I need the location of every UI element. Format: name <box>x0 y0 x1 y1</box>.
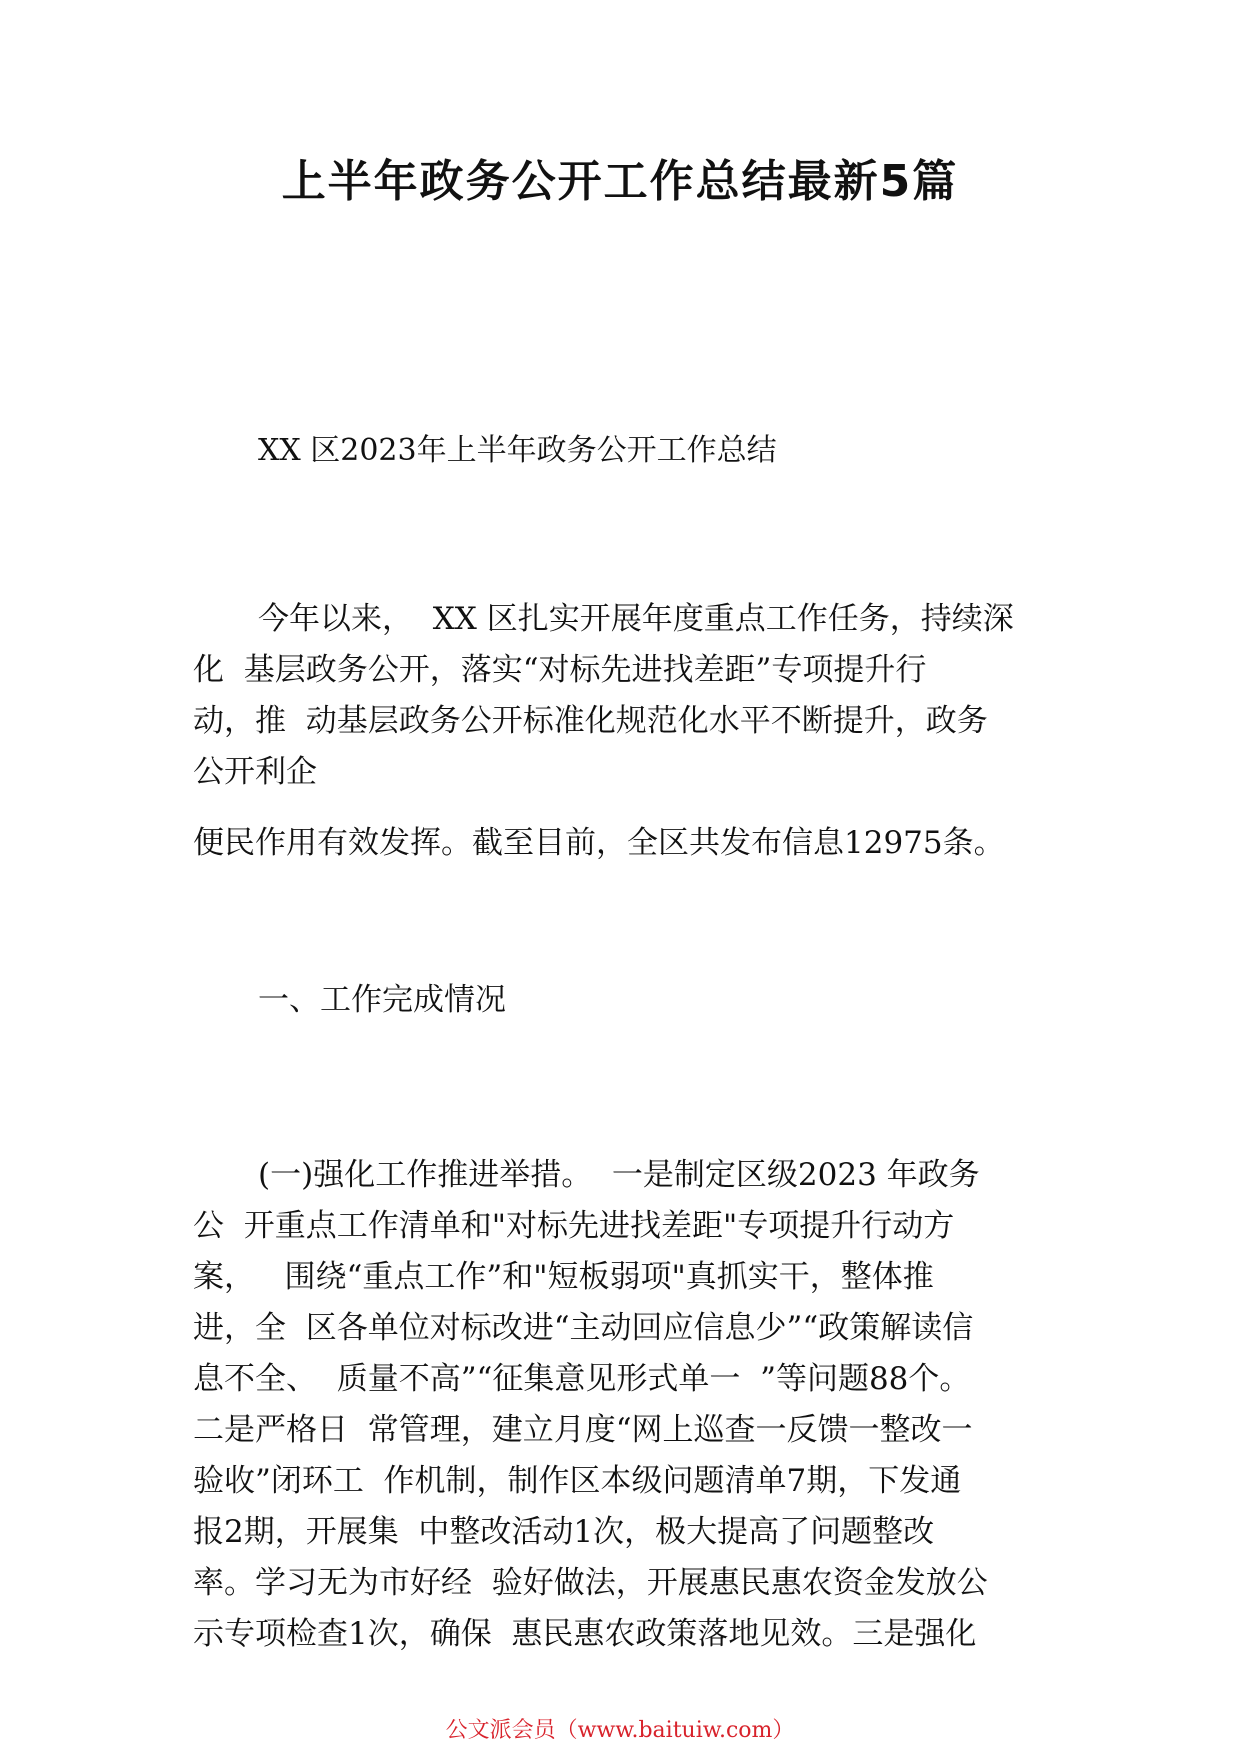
body-line-1: (一)强化工作推进举措。 一是制定区级2023 年政务 <box>258 1157 980 1193</box>
intro-line-1: 今年以来， XX 区扎实开展年度重点工作任务，持续深 <box>258 601 1014 637</box>
body-line-3: 案， 围绕“重点工作”和"短板弱项"真抓实干，整体推 <box>193 1259 934 1295</box>
intro-line-4: 公开利企 <box>193 754 317 790</box>
footer-watermark-link[interactable]: 公文派会员（www.baituiw.com） <box>445 1718 795 1743</box>
body-line-8: 报2期，开展集 中整改活动1次，极大提高了问题整改 <box>193 1514 935 1550</box>
intro-line-2: 化 基层政务公开，落实“对标先进找差距”专项提升行 <box>193 652 927 688</box>
intro-conclusion: 便民作用有效发挥。截至目前，全区共发布信息12975条。 <box>193 825 1005 861</box>
body-line-2: 公 开重点工作清单和"对标先进找差距"专项提升行动方 <box>193 1208 955 1244</box>
intro-line-3: 动，推 动基层政务公开标准化规范化水平不断提升，政务 <box>193 703 988 739</box>
body-line-7: 验收”闭环工 作机制，制作区本级问题清单7期，下发通 <box>193 1463 962 1499</box>
body-line-6: 二是严格日 常管理，建立月度“网上巡查一反馈一整改一 <box>193 1412 973 1448</box>
section-heading: 一、工作完成情况 <box>258 982 506 1018</box>
body-line-10: 示专项检查1次，确保 惠民惠农政策落地见效。三是强化 <box>193 1616 977 1652</box>
body-line-5: 息不全、 质量不高”“征集意见形式单一 ”等问题88个。 <box>193 1361 971 1397</box>
document-subtitle: XX 区2023年上半年政务公开工作总结 <box>258 433 777 468</box>
document-title: 上半年政务公开工作总结最新5篇 <box>281 156 959 207</box>
body-line-9: 率。学习无为市好经 验好做法，开展惠民惠农资金发放公 <box>193 1565 988 1601</box>
body-line-4: 进，全 区各单位对标改进“主动回应信息少”“政策解读信 <box>193 1310 974 1346</box>
